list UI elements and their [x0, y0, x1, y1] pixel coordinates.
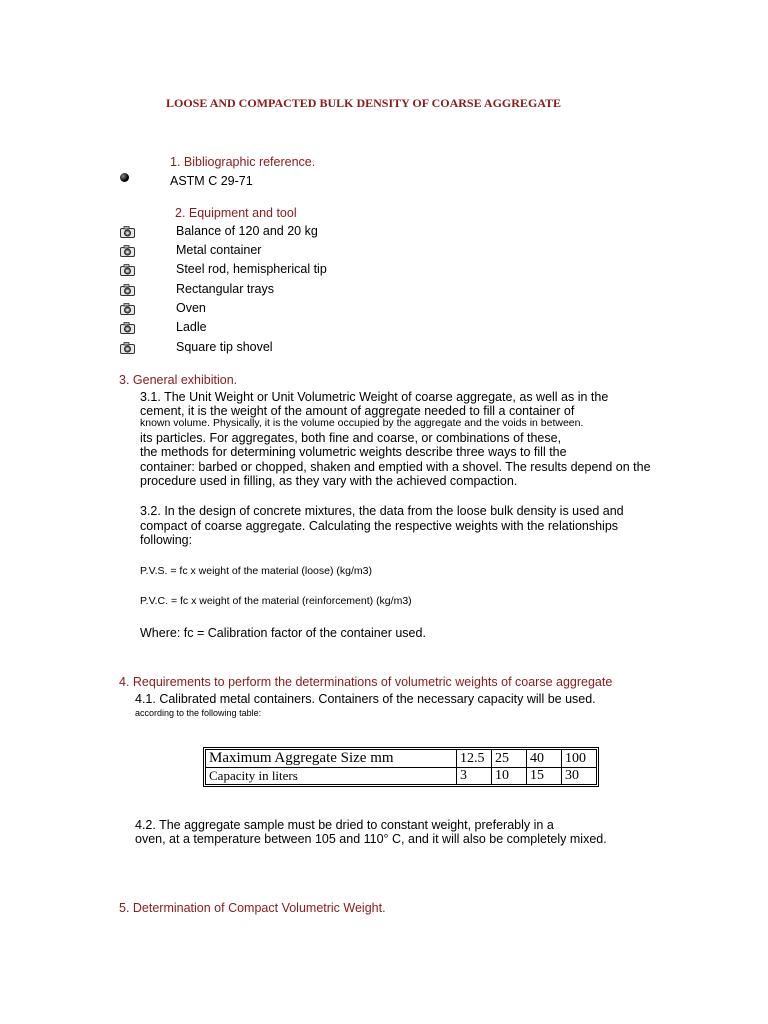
camera-bullet-icon: [120, 303, 135, 315]
camera-bullet-icon: [120, 342, 135, 354]
section-5-heading: 5. Determination of Compact Volumetric Weight.: [119, 901, 386, 915]
equipment-item: Metal container: [176, 243, 262, 257]
table-cell: 40: [527, 750, 562, 768]
section-2-heading: 2. Equipment and tool: [175, 206, 297, 220]
paragraph-line: the methods for determining volumetric weights describe three ways to fill the: [140, 445, 567, 459]
table-cell: 100: [562, 750, 597, 768]
table-row: [206, 768, 597, 785]
camera-bullet-icon: [120, 284, 135, 296]
paragraph-line: container: barbed or chopped, shaken and emptied with a shovel. The results depend on the: [140, 460, 651, 474]
formula-loose: P.V.S. = fc x weight of the material (loose) (kg/m3): [140, 565, 372, 577]
section-4-1-text: 4.1. Calibrated metal containers. Containers of the necessary capacity will be used.: [135, 692, 596, 706]
table-cell: 25: [492, 750, 527, 768]
document-title: LOOSE AND COMPACTED BULK DENSITY OF COARSE AGGREGATE: [166, 96, 562, 110]
table-cell: Maximum Aggregate Size mm: [206, 750, 457, 768]
paragraph-line: following:: [140, 533, 193, 547]
paragraph-line: 3.1. The Unit Weight or Unit Volumetric Weight of coarse aggregate, as well as in the: [140, 390, 609, 404]
paragraph-line: 4.2. The aggregate sample must be dried to constant weight, preferably in a: [135, 818, 554, 832]
equipment-item: Square tip shovel: [176, 340, 273, 354]
formula-where-note: Where: fc = Calibration factor of the container used.: [140, 626, 426, 640]
equipment-item: Rectangular trays: [176, 282, 274, 296]
section-1-heading: 1. Bibliographic reference.: [170, 155, 316, 169]
table-cell: 12.5: [457, 750, 492, 768]
camera-bullet-icon: [120, 226, 135, 238]
paragraph-line: its particles. For aggregates, both fine and coarse, or combinations of these,: [140, 431, 562, 445]
round-bullet-icon: [120, 173, 129, 182]
paragraph-line: compact of coarse aggregate. Calculating the respective weights with the relationships: [140, 519, 619, 533]
equipment-item: Balance of 120 and 20 kg: [176, 224, 318, 238]
equipment-item: Steel rod, hemispherical tip: [176, 262, 327, 276]
camera-bullet-icon: [120, 264, 135, 276]
bibliographic-reference: ASTM C 29-71: [170, 174, 253, 188]
section-3-heading: 3. General exhibition.: [119, 373, 238, 387]
section-4-heading: 4. Requirements to perform the determinations of volumetric weights of coarse aggregate: [119, 675, 613, 689]
paragraph-line: known volume. Physically, it is the volume occupied by the aggregate and the voids in between.: [140, 417, 584, 429]
paragraph-line: oven, at a temperature between 105 and 110° C, and it will also be completely mixed.: [135, 832, 607, 846]
section-4-1-note: according to the following table:: [135, 708, 262, 718]
camera-bullet-icon: [120, 322, 135, 334]
capacity-table: [205, 749, 597, 785]
table-cell: Capacity in liters: [206, 768, 457, 785]
table-cell: 3: [457, 768, 492, 785]
table-cell: 10: [492, 768, 527, 785]
table-cell: 15: [527, 768, 562, 785]
formula-compact: P.V.C. = fc x weight of the material (reinforcement) (kg/m3): [140, 595, 412, 607]
equipment-item: Ladle: [176, 320, 207, 334]
equipment-item: Oven: [176, 301, 206, 315]
table-row: [206, 750, 597, 768]
table-cell: 30: [562, 768, 597, 785]
paragraph-line: cement, it is the weight of the amount of aggregate needed to fill a container of: [140, 404, 575, 418]
paragraph-line: procedure used in filling, as they vary with the achieved compaction.: [140, 474, 518, 488]
camera-bullet-icon: [120, 245, 135, 257]
paragraph-line: 3.2. In the design of concrete mixtures, the data from the loose bulk density is used and: [140, 504, 624, 518]
